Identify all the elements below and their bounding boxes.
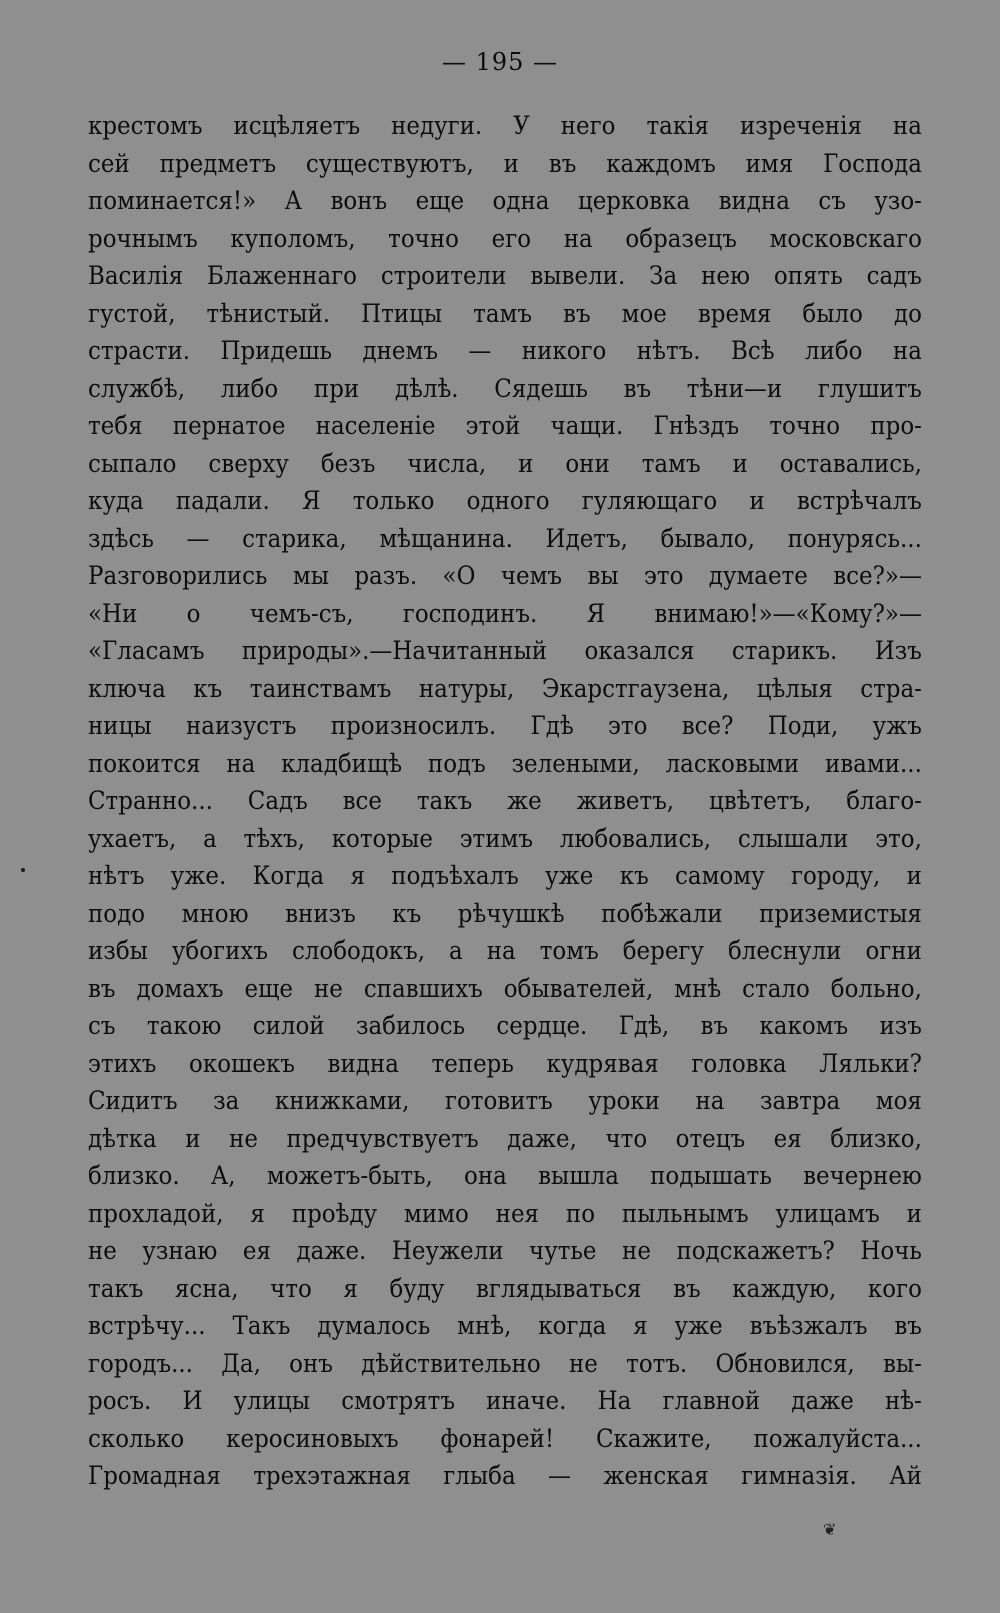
- text-line: подо мною внизъ къ рѣчушкѣ побѣжали приземистыя: [88, 898, 922, 929]
- text-line: куда падали. Я только одного гуляющаго и встрѣчалъ: [88, 486, 922, 516]
- text-line: крестомъ исцѣляетъ недуги. У него такія изреченія на: [88, 111, 922, 141]
- text-line: сыпало сверху безъ числа, и они тамъ и оставались,: [88, 448, 922, 479]
- text-line: поминается!» А вонъ еще одна церковка видна съ узо-: [88, 186, 922, 216]
- text-line: здѣсь — старика, мѣщанина. Идетъ, бывало, понурясь...: [88, 523, 922, 554]
- text-line: не узнаю ея даже. Неужели чутье не подскажетъ? Ночь: [88, 1236, 922, 1266]
- text-line: такъ ясна, что я буду вглядываться въ каждую, кого: [88, 1273, 922, 1304]
- text-line: густой, тѣнистый. Птицы тамъ въ мое время было до: [88, 298, 922, 329]
- text-line: «Ни о чемъ-съ, господинъ. Я внимаю!»—«Кому?»—: [88, 598, 922, 629]
- text-line: Василія Блаженнаго строители вывели. За нею опять садъ: [88, 261, 922, 291]
- text-line: дѣтка и не предчувствуетъ даже, что отецъ ея близко,: [88, 1123, 922, 1154]
- margin-speck: [21, 868, 25, 872]
- text-line: сколько керосиновыхъ фонарей! Скажите, пожалуйста...: [88, 1423, 922, 1454]
- text-line: Сидитъ за книжками, готовитъ уроки на завтра моя: [88, 1086, 922, 1116]
- ornament-icon: ❦: [823, 1520, 837, 1539]
- text-line: избы убогихъ слободокъ, а на томъ берегу блеснули огни: [88, 936, 922, 966]
- text-line: Странно... Садъ все такъ же живетъ, цвѣтетъ, благо-: [88, 786, 922, 816]
- text-line: ключа къ таинствамъ натуры, Экарстгаузена, цѣлыя стра-: [88, 673, 922, 704]
- text-line: съ такою силой забилось сердце. Гдѣ, въ какомъ изъ: [88, 1011, 922, 1041]
- text-line: «Гласамъ природы».—Начитанный оказался старикъ. Изъ: [88, 636, 922, 666]
- text-line: ницы наизустъ произносилъ. Гдѣ это все? Поди, ужъ: [88, 711, 922, 741]
- text-line: росъ. И улицы смотрятъ иначе. На главной даже нѣ-: [88, 1386, 922, 1416]
- text-line: сей предметъ существуютъ, и въ каждомъ имя Господа: [88, 148, 922, 179]
- text-line: ухаетъ, а тѣхъ, которые этимъ любовались, слышали это,: [88, 823, 922, 854]
- text-line: покоится на кладбищѣ подъ зелеными, ласковыми ивами...: [88, 748, 922, 779]
- text-line: близко. А, можетъ-быть, она вышла подышать вечернею: [88, 1161, 922, 1191]
- text-line: встрѣчу... Такъ думалось мнѣ, когда я уже въѣзжалъ въ: [88, 1311, 922, 1341]
- text-line: тебя пернатое населеніе этой чащи. Гнѣздъ точно про-: [88, 411, 922, 441]
- body-text: [88, 108, 922, 1496]
- text-line: службѣ, либо при дѣлѣ. Сядешь въ тѣни—и глушитъ: [88, 373, 922, 404]
- text-line: страсти. Придешь днемъ — никого нѣтъ. Всѣ либо на: [88, 336, 922, 366]
- text-line: Громадная трехэтажная глыба — женская гимназія. Ай: [88, 1461, 922, 1491]
- page-number: — 195 —: [441, 48, 559, 76]
- text-line: этихъ окошекъ видна теперь кудрявая головка Ляльки?: [88, 1048, 922, 1079]
- text-line: рочнымъ куполомъ, точно его на образецъ московскаго: [88, 223, 922, 254]
- text-line: нѣтъ уже. Когда я подъѣхалъ уже къ самому городу, и: [88, 861, 922, 891]
- text-line: прохладой, я проѣду мимо нея по пыльнымъ улицамъ и: [88, 1198, 922, 1229]
- text-line: городъ... Да, онъ дѣйствительно не тотъ. Обновился, вы-: [88, 1348, 922, 1379]
- text-line: Разговорились мы разъ. «О чемъ вы это думаете все?»—: [88, 561, 922, 591]
- text-line: въ домахъ еще не спавшихъ обывателей, мнѣ стало больно,: [88, 973, 922, 1004]
